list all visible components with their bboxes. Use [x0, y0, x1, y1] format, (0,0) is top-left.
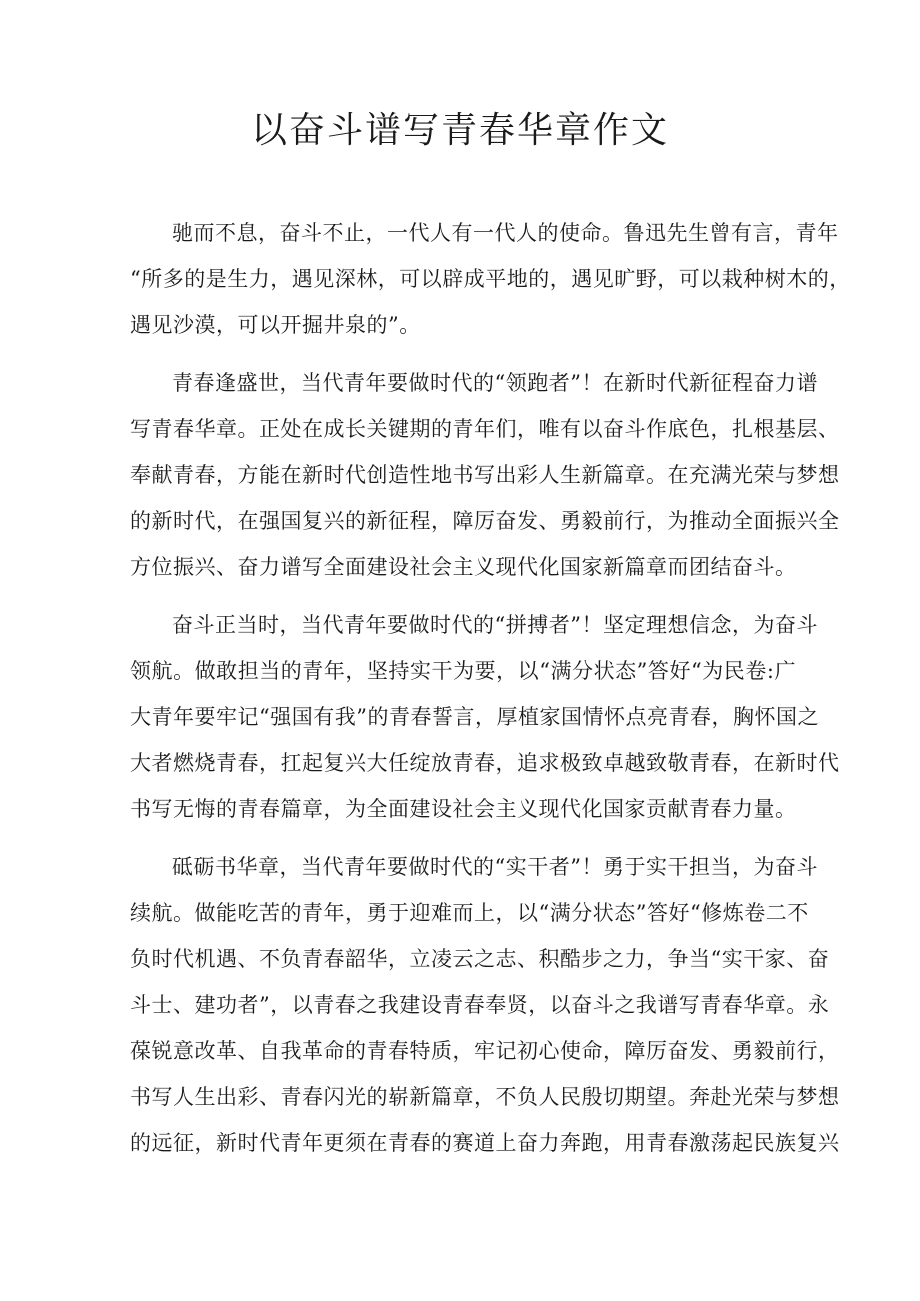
text-line: 负时代机遇、不负青春韶华，立凌云之志、积酷步之力，争当“实干家、奋 [130, 947, 830, 971]
text-line: “所多的是生力，遇见深林，可以辟成平地的，遇见旷野，可以栽种树木的， [130, 267, 851, 291]
text-line: 大青年要牢记“强国有我”的青春誓言，厚植家国情怀点亮青春，胸怀国之 [130, 705, 819, 729]
text-line: 方位振兴、奋力谱写全面建设社会主义现代化国家新篇章而团结奋斗。 [130, 555, 797, 579]
text-line: 写青春华章。正处在成长关键期的青年们，唯有以奋斗作底色，扎根基层、 [130, 417, 840, 441]
text-line: 砥砺书华章，当代青年要做时代的“实干者”！勇于实干担当，为奋斗 [172, 855, 818, 879]
text-line: 奉献青春，方能在新时代创造性地书写出彩人生新篇章。在充满光荣与梦想 [130, 463, 840, 487]
text-line: 的新时代，在强国复兴的新征程，障厉奋发、勇毅前行，为推动全面振兴全 [130, 509, 840, 533]
paragraph-3 [130, 602, 840, 832]
text-line: 斗士、建功者”，以青春之我建设青春奉贤，以奋斗之我谱写青春华章。永 [130, 993, 830, 1017]
text-line: 青春逢盛世，当代青年要做时代的“领跑者”！在新时代新征程奋力谱 [172, 371, 818, 395]
text-line: 续航。做能吃苦的青年，勇于迎难而上，以“满分状态”答好“修炼卷二不 [130, 901, 809, 925]
text-line: 葆锐意改革、自我革命的青春特质，牢记初心使命，障厉奋发、勇毅前行， [130, 1039, 840, 1063]
text-line: 遇见沙漠，可以开掘井泉的”。 [130, 313, 421, 337]
paragraph-4 [130, 844, 840, 1166]
text-line: 驰而不息，奋斗不止，一代人有一代人的使命。鲁迅先生曾有言，青年 [172, 221, 839, 245]
document-body [130, 210, 851, 1166]
text-line: 的远征，新时代青年更须在青春的赛道上奋力奔跑，用青春激荡起民族复兴 [130, 1131, 840, 1155]
document-title: 以奋斗谱写青春华章作文 [250, 110, 669, 151]
text-line: 奋斗正当时，当代青年要做时代的“拼搏者”！坚定理想信念，为奋斗 [172, 613, 818, 637]
text-line: 书写人生出彩、青春闪光的崭新篇章，不负人民殷切期望。奔赴光荣与梦想 [130, 1085, 840, 1109]
paragraph-2 [130, 360, 840, 590]
paragraph-1 [130, 210, 851, 348]
text-line: 领航。做敢担当的青年，坚持实干为要，以“满分状态”答好“为民卷:广 [130, 659, 796, 683]
text-line: 大者燃烧青春，扛起复兴大任绽放青春，追求极致卓越致敬青春，在新时代 [130, 751, 840, 775]
text-line: 书写无悔的青春篇章，为全面建设社会主义现代化国家贡献青春力量。 [130, 797, 797, 821]
